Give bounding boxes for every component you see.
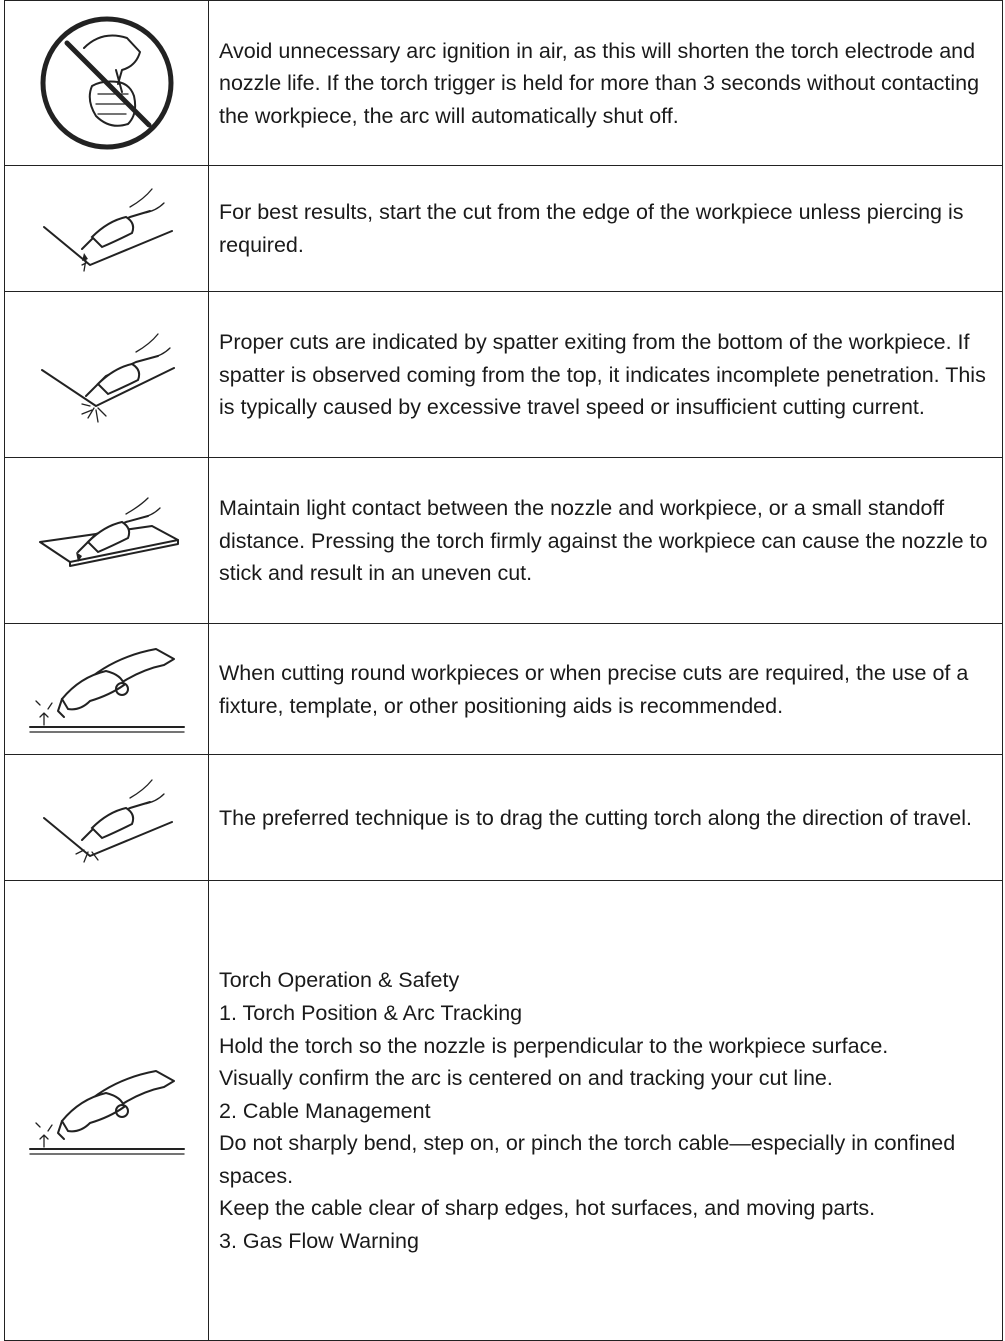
instruction-cell bbox=[209, 458, 1003, 624]
illustration-cell bbox=[5, 458, 209, 624]
table-row bbox=[5, 1, 1003, 166]
instruction-text: The preferred technique is to drag the cutting torch along the direction of travel. bbox=[219, 805, 972, 830]
instruction-text: For best results, start the cut from the edge of the workpiece unless piercing is required. bbox=[219, 200, 964, 257]
no-air-ignition-icon bbox=[32, 8, 182, 158]
drag-torch-icon bbox=[32, 768, 182, 868]
instruction-cell bbox=[209, 881, 1003, 1341]
table-row bbox=[5, 881, 1003, 1341]
instruction-text: Keep the cable clear of sharp edges, hot surfaces, and moving parts. bbox=[219, 1196, 876, 1221]
illustration-cell bbox=[5, 755, 209, 881]
instruction-cell bbox=[209, 755, 1003, 881]
illustration-cell bbox=[5, 166, 209, 292]
instruction-text: Visually confirm the arc is centered on and tracking your cut line. bbox=[219, 1066, 833, 1091]
instruction-text: Hold the torch so the nozzle is perpendicular to the workpiece surface. bbox=[219, 1033, 889, 1058]
illustration-cell bbox=[5, 624, 209, 755]
instruction-cell bbox=[209, 1, 1003, 166]
table-row bbox=[5, 624, 1003, 755]
illustration-cell bbox=[5, 292, 209, 458]
table-row bbox=[5, 292, 1003, 458]
instruction-cell bbox=[209, 166, 1003, 292]
light-contact-icon bbox=[32, 496, 182, 586]
instruction-text: Maintain light contact between the nozzle and workpiece, or a small standoff distance. Pressing the torch firmly against the workpiece can cause the nozzle to stick and result in an uneven cut. bbox=[219, 496, 988, 586]
table-row bbox=[5, 166, 1003, 292]
instruction-text: Avoid unnecessary arc ignition in air, as this will shorten the torch electrode and nozzle life. If the torch trigger is held for more than 3 seconds without contacting the workpiece, the arc will automatically shut off. bbox=[219, 38, 980, 128]
subsection-heading: 2. Cable Management bbox=[219, 1098, 431, 1123]
instruction-cell bbox=[209, 292, 1003, 458]
torch-operation-icon bbox=[22, 1061, 192, 1161]
torch-usage-table bbox=[4, 0, 1003, 1341]
instruction-text: Do not sharply bend, step on, or pinch the torch cable—especially in confined spaces. bbox=[219, 1131, 956, 1188]
edge-start-cut-icon bbox=[32, 179, 182, 279]
subsection-heading: 3. Gas Flow Warning bbox=[219, 1229, 419, 1254]
instruction-cell bbox=[209, 624, 1003, 755]
illustration-cell bbox=[5, 1, 209, 166]
illustration-cell bbox=[5, 881, 209, 1341]
table-row bbox=[5, 458, 1003, 624]
positioning-aid-icon bbox=[22, 639, 192, 739]
section-heading: Torch Operation & Safety bbox=[219, 968, 460, 993]
spatter-bottom-icon bbox=[32, 320, 182, 430]
instruction-text: When cutting round workpieces or when precise cuts are required, the use of a fixture, template, or other positioning aids is recommended. bbox=[219, 660, 969, 718]
subsection-heading: 1. Torch Position & Arc Tracking bbox=[219, 1000, 523, 1025]
table-row bbox=[5, 755, 1003, 881]
instruction-text: Proper cuts are indicated by spatter exiting from the bottom of the workpiece. If spatter is observed coming from the top, it indicates incomplete penetration. This is typically caused by excessive travel speed or insufficient cutting current. bbox=[219, 330, 986, 420]
